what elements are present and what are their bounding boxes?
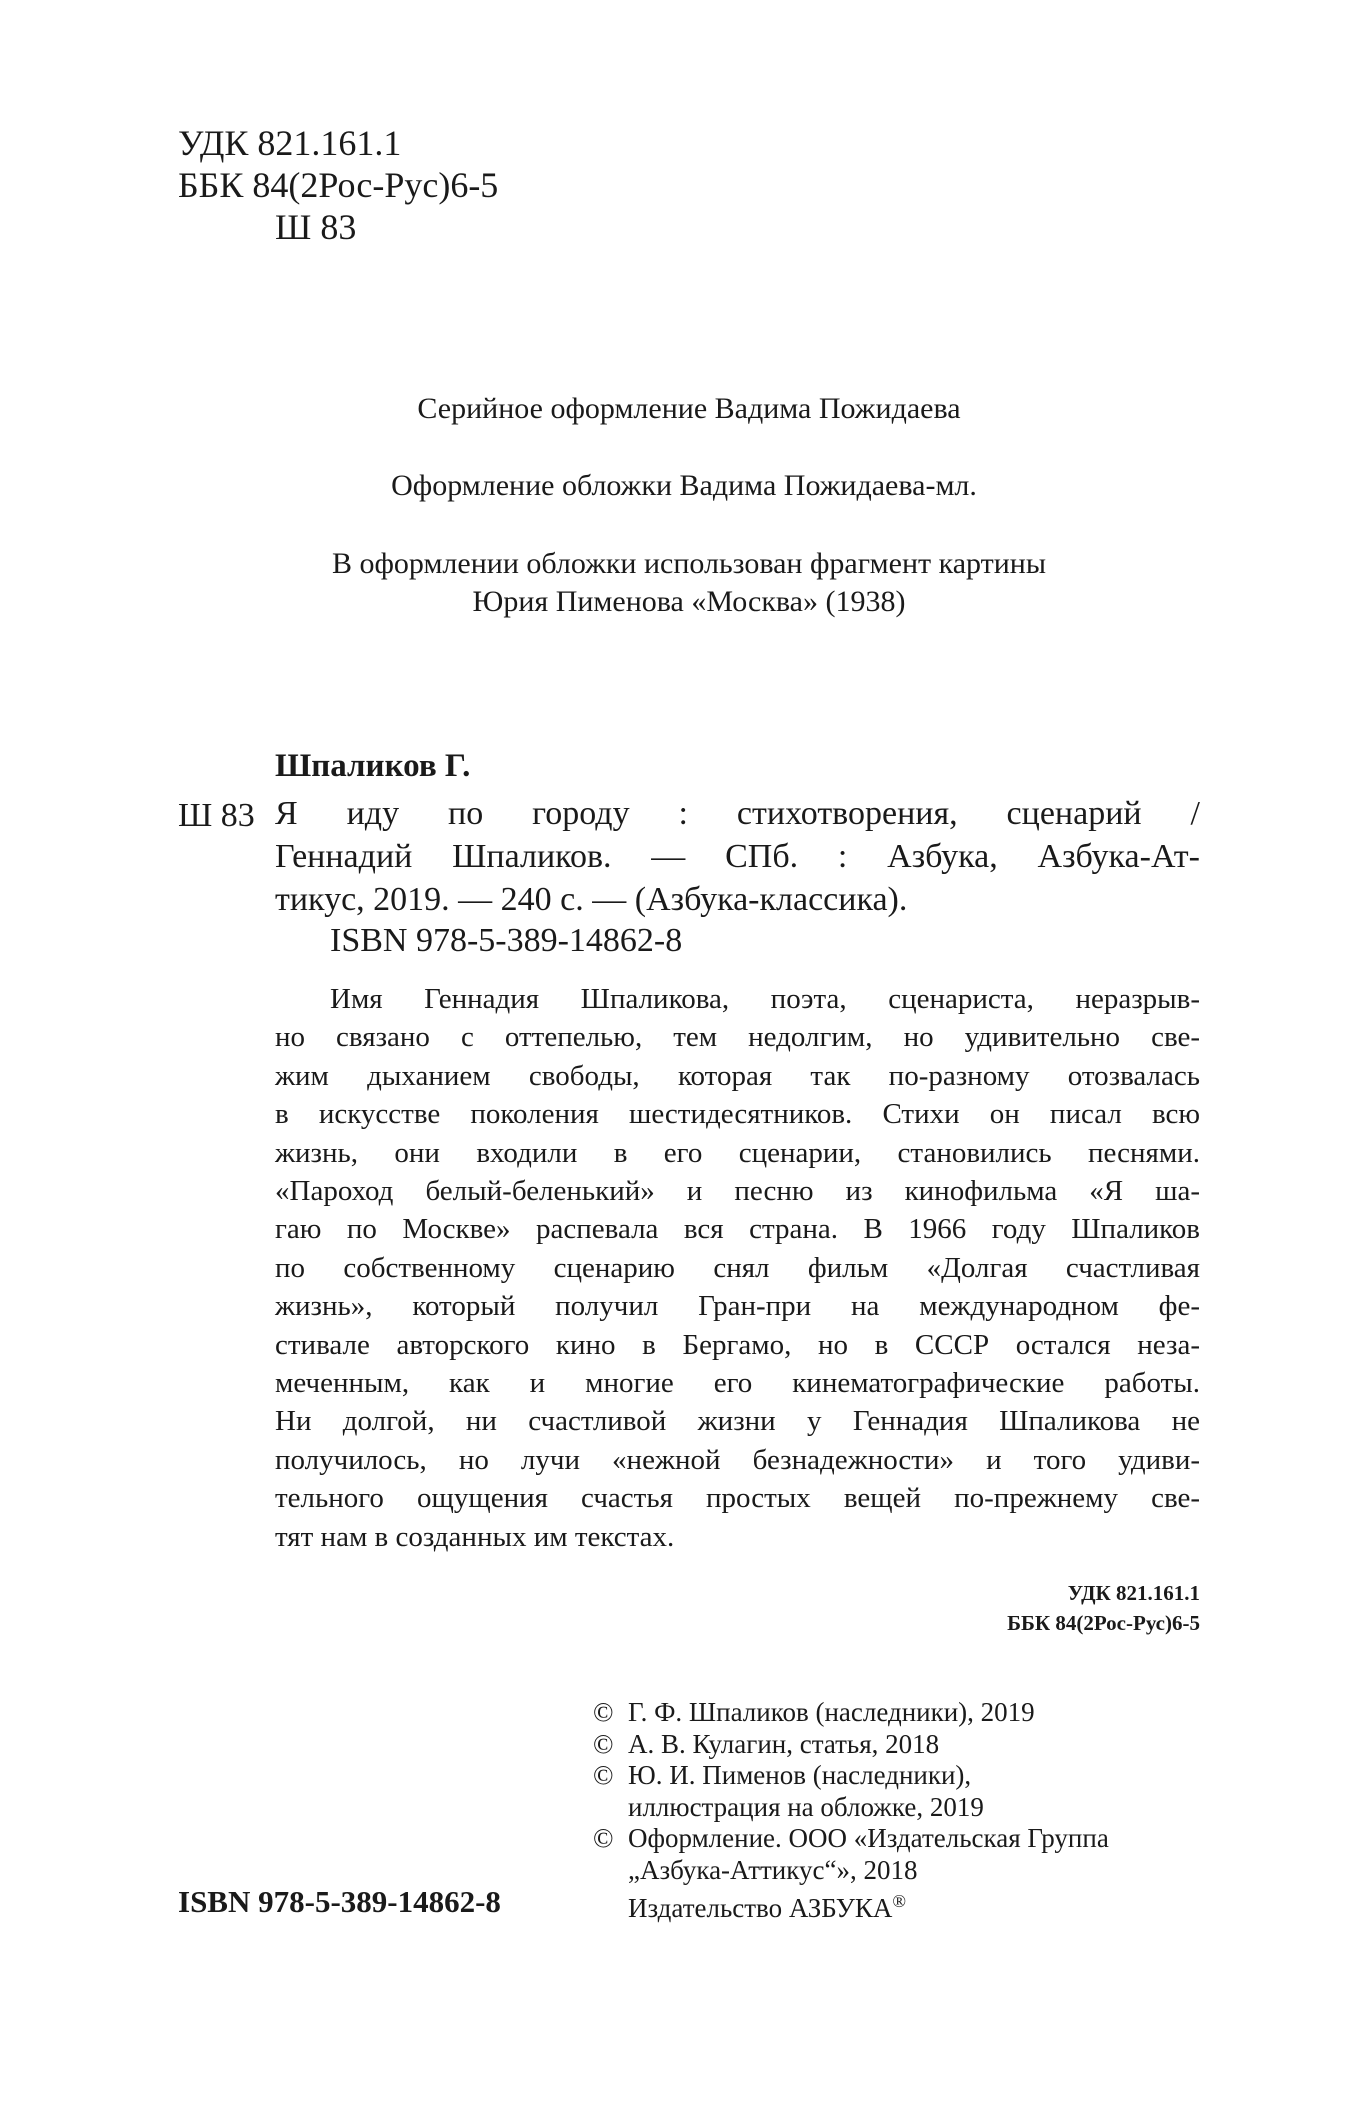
author-mark: Ш 83 — [275, 207, 357, 247]
description-line: тикус, 2019. — 240 с. — (Азбука-классика). — [275, 881, 908, 918]
annotation-line: по собственному сценарию снял фильм «Долгая счастливая — [275, 1251, 1200, 1284]
copyright-entry — [593, 1760, 1109, 1792]
annotation-line: получилось, но лучи «нежной безнадежности» и того удиви- — [275, 1443, 1200, 1476]
annotation-line: тят нам в созданных им текстах. — [275, 1520, 675, 1553]
description-line: Геннадий Шпаликов. — СПб. : Азбука, Азбука-Ат- — [275, 838, 1200, 875]
copyright-text-continued: „Азбука-Аттикус“», 2018 — [628, 1854, 918, 1885]
copyright-text: Оформление. ООО «Издательская Группа — [628, 1823, 1109, 1853]
copyright-text: Г. Ф. Шпаликов (наследники), 2019 — [628, 1697, 1035, 1727]
annotation-line: гаю по Москве» распевала вся страна. В 1966 году Шпаликов — [275, 1213, 1200, 1246]
call-number: Ш 83 — [178, 797, 255, 834]
copyright-text: А. В. Кулагин, статья, 2018 — [628, 1728, 940, 1759]
annotation-line: Ни долгой, ни счастливой жизни у Геннадия Шпаликова не — [275, 1405, 1200, 1438]
classification-codes-small — [927, 1578, 1200, 1638]
isbn-bottom: ISBN 978-5-389-14862-8 — [178, 1884, 501, 1919]
annotation-line: «Пароход белый-беленький» и песню из кинофильма «Я ша- — [275, 1175, 1200, 1208]
description-line: Я иду по городу : стихотворения, сценарий / — [275, 795, 1200, 832]
annotation — [275, 980, 1200, 1556]
annotation-line: но связано с оттепелью, тем недолгим, но удивительно све- — [275, 1021, 1200, 1054]
isbn-catalog: ISBN 978-5-389-14862-8 — [330, 922, 683, 959]
annotation-line: в искусстве поколения шестидесятников. Стихи он писал всю — [275, 1098, 1200, 1131]
copyright-symbol: © — [593, 1728, 614, 1759]
annotation-line: жизнь», который получил Гран-при на международном фе- — [275, 1290, 1200, 1323]
classification-block — [178, 122, 498, 248]
copyright-symbol: © — [593, 1697, 614, 1727]
annotation-line: жизнь, они входили в его сценарии, становились песнями. — [275, 1136, 1200, 1169]
cover-art-credit — [10, 545, 1358, 621]
publisher-name: Издательство АЗБУКА — [628, 1893, 893, 1923]
publisher-line — [593, 1886, 1109, 1925]
bbk-code-small: ББК 84(2Рос-Рус)6-5 — [1007, 1611, 1200, 1635]
annotation-line: тельного ощущения счастья простых вещей по-прежнему све- — [275, 1482, 1200, 1515]
annotation-line: меченным, как и многие его кинематографические работы. — [275, 1367, 1200, 1400]
udk-code-small: УДК 821.161.1 — [1067, 1581, 1200, 1605]
copyright-symbol: © — [593, 1760, 614, 1790]
copyright-text: Ю. И. Пименов (наследники), — [628, 1760, 972, 1790]
bibliographic-description — [275, 792, 1200, 921]
copyright-symbol: © — [593, 1823, 614, 1853]
catalog-author: Шпаликов Г. — [275, 748, 471, 784]
cover-design-credit: Оформление обложки Вадима Пожидаева-мл. — [391, 469, 977, 502]
registered-mark: ® — [892, 1891, 907, 1911]
copyright-text-continued: иллюстрация на обложке, 2019 — [628, 1791, 984, 1822]
copyright-entry — [593, 1823, 1109, 1855]
copyright-entry — [593, 1729, 1109, 1761]
bbk-code: ББК 84(2Рос-Рус)6-5 — [178, 165, 499, 205]
udk-code: УДК 821.161.1 — [178, 123, 402, 163]
annotation-line: Имя Геннадия Шпаликова, поэта, сценариста, неразрыв- — [330, 983, 1200, 1015]
copyright-block — [593, 1697, 1109, 1925]
annotation-line: жим дыханием свободы, которая так по-разному отозвалась — [275, 1059, 1200, 1092]
copyright-entry — [593, 1697, 1109, 1729]
cover-art-line: Юрия Пименова «Москва» (1938) — [472, 585, 906, 618]
cover-art-line: В оформлении обложки использован фрагмент картины — [331, 547, 1047, 580]
series-design-credit: Серийное оформление Вадима Пожидаева — [417, 392, 961, 425]
annotation-line: стивале авторского кино в Бергамо, но в СССР остался неза- — [275, 1328, 1200, 1361]
